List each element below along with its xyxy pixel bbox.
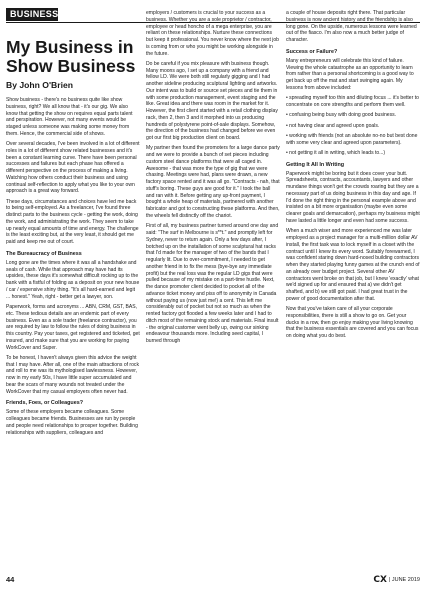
paragraph: Paperwork might be boring but it does cover your butt. Spreadsheets, contracts, accountants, lawyers and other mundane things won't get the crowds roaring but they are a necessary part of us doing business in this day and age. If I'd done the right thing in the personal example above and insisted on a bit more organisation (maybe even some clearer goals and demarcation), perhaps my business might have lasted a little longer and even had some success.: [286, 170, 420, 224]
column-1: [6, 97, 140, 565]
subheading: Success or Failure?: [286, 48, 338, 55]
paragraph: Now that you've taken care of all your corporate responsibilities, there is still a show to go on. Get your ducks in a row, then go enjoy making your living knowing that the business essentials are covered and you can focus on doing what you do best.: [286, 306, 419, 340]
paragraph: Some of these employers became colleagues. Some colleagues became friends. Businesses are run by people and people need relationships to prosper together. Building relationships with suppliers, colleagues and: [6, 409, 138, 436]
subheading: Friends, Foes, or Colleagues?: [6, 400, 83, 407]
paragraph: • not having clear and agreed upon goals.: [286, 122, 380, 129]
paragraph: When a much wiser and more experienced me was later employed as a project manager for a multi-million dollar AV install, the first task was to lock myself in a closet with the contract until I knew its every word. Suitably forewarned, I was confident staring down hard-nosed building contractors when they started playing funny games at the crunch end of an already over budget project. Several other AV contractors went broke on that job, but I knew 'exactly' what we'd signed up for and ensured that a) we didn't get shafted, and b) we still got paid. I had great trust in the power of good documentation after that.: [286, 228, 420, 302]
page-number: 44: [6, 575, 15, 584]
paragraph: • working with friends (not an absolute no-no but best done with some very clear and agreed upon parameters).: [286, 132, 418, 146]
paragraph: Paperwork, forms and acronyms ... ABN, CRM, GST, BAS, etc. These tedious details are an endemic part of every business. Even as a sole trader (freelance contractor), you are required by law to follow the rules of doing business in this country. Pay your taxes, get registered and ticketed, get insured, and make sure that you are working for paying WorkCover and Super.: [6, 304, 140, 351]
paragraph: My partner then found the promoters for a large dance party and we were to provide a bunch of set pieces including custom steel dance platforms that were all caged in. Awesome - that was more the type of gig that we were chasing. Meetings were had, plans were drawn, a new factory space rented and it was all go. "Contracts - nah, that stuff's boring. These guys are good for it." I took the ball and ran with it. Before getting any up-front payment, I bought a whole heap of materials, partnered with another fabricator and got to constructing these platforms. And then, the wheels fell distinctly off the chariot.: [146, 145, 280, 219]
section-tag: BUSINESS: [6, 8, 58, 21]
paragraph: Many entrepreneurs will celebrate this kind of failure. Viewing the whole catastrophe as an opportunity to learn from rather than a personal shortcoming is a good way to get back up off the mat and start swinging again. My lessons from above included:: [286, 57, 414, 91]
issue-label: | JUNE 2019: [388, 577, 420, 583]
paragraph: • not getting it all in writing, which leads to...): [286, 149, 386, 156]
column-2: [146, 10, 280, 565]
column-3: [286, 10, 420, 565]
paragraph: Long gone are the times where it was all a handshake and seals of cash. While that approach may have had its upsides, these days it's somewhat difficult rocking up to the bank with a fistful of folding as a deposit on your new house / car / expensive shiny thing. "It's all hard-earned and legit ... honest." Yeah, right - better get a lawyer, son.: [6, 259, 140, 300]
subheading: Getting It All In Writing: [286, 161, 345, 168]
paragraph: Do be careful if you mix pleasure with business though. Many moons ago, I set up a company with a friend and fellow LD. We were both still regularly gigging and I had another sideline producing sculptural lighting and artworks. Our intent was to build or source set pieces and tie them in with some production management, event staging and the like. Great idea and there was room in the market for it. However, the first client started with a retail clothing display rack, then 2, then 3 and it morphed into us producing hundreds of polystyrene point-of-sale displays. Somehow, the direction of the business had changed before we even got our first big production client on board.: [146, 60, 278, 142]
paragraph: employers / customers is crucial to your success as a business. Whether you are a sole proprietor / contractor, employee or head honcho of a mega enterprise, you are reliant on these relationships. Nurture these connections but keep it professional. You never know where the next job is coming from or who you might be working alongside in the future.: [146, 10, 279, 57]
byline: By John O'Brien: [6, 80, 73, 90]
subheading: The Bureaucracy of Business: [6, 250, 82, 257]
page-footer: [6, 575, 420, 589]
paragraph: Over several decades, I've been involved in a lot of different roles in a lot of different show related businesses and it's been a constant learning curve. There have been personal successes and failures but each phase has offered a different perspective on the process of making a living. Watching how others conduct their business and using continual self-reflection to apply what you like to your own approach is a great way forward.: [6, 141, 140, 195]
article-title: My Business in Show Business: [6, 37, 136, 76]
footer-issue: [373, 575, 420, 585]
paragraph: These days, circumstances and choices have led me back to being self-employed. As a freelancer, I've found three distinct parts to the business cycle - getting the work, doing the work, and administrating the work. They seem to take up nearly equal amounts of time and energy. The challenge is the least exciting but, at the very least, it should get me paid and keep me out of court.: [6, 198, 139, 246]
paragraph: • spreading myself too thin and diluting focus ... it's better to concentrate on core strengths and perform them well.: [286, 95, 419, 108]
paragraph: First of all, my business partner turned around one day and said: "The surf in Melbourne is s**t." and promptly left for Sydney, never to return again. Only a few days after, I botched up on the installation of some sculptural hat racks that I'd made for the manager of two of the bands that I regularly lit. Due to over-commitment, I needed to get another friend in to fix the mess (bye-bye any immediate profit) but the real loss was the regular LD gigs that were pulled because of my mistake on a part-time hustle. Next, the dance promoter client decided to pocket all of the advance ticket money and piss off to anonymity in Canada without paying us (now just me!) a cent. This left me considerably out of pocket but not so much as when the rented factory got flooded a few weeks later and I had to ditch most of the remaining stock and materials. Final insult - the original customer went belly up, owing our sinking endeavour thousands more. Including seed capital, I burned through: [146, 223, 279, 345]
paragraph: a couple of house deposits right there. That particular business is now ancient history and the friendship is also long gone. On the upside, numerous lessons were learned out of the fiasco. I'm also now a much better judge of character.: [286, 10, 417, 43]
paragraph: Show business - there's no business quite like show business, right? We all know that - it's our gig. We also know that getting the show on requires equal parts talent and perspiration. However, not many events would be staged unless someone was making some money from them. Hence, the commercial side of shows.: [6, 97, 133, 137]
paragraph: • confusing being busy with doing good business.: [286, 112, 397, 119]
magazine-logo-icon: CX: [373, 575, 387, 585]
paragraph: To be honest, I haven't always given this advice the weight that I may have. After all, one of the main attractions of rock and roll to me was its mythologised lawlessness. However, now in my early 50s, I have little super accumulated and bear the scars of many wounds not treated under the WorkCover that my casual employers often never had.: [6, 354, 139, 395]
